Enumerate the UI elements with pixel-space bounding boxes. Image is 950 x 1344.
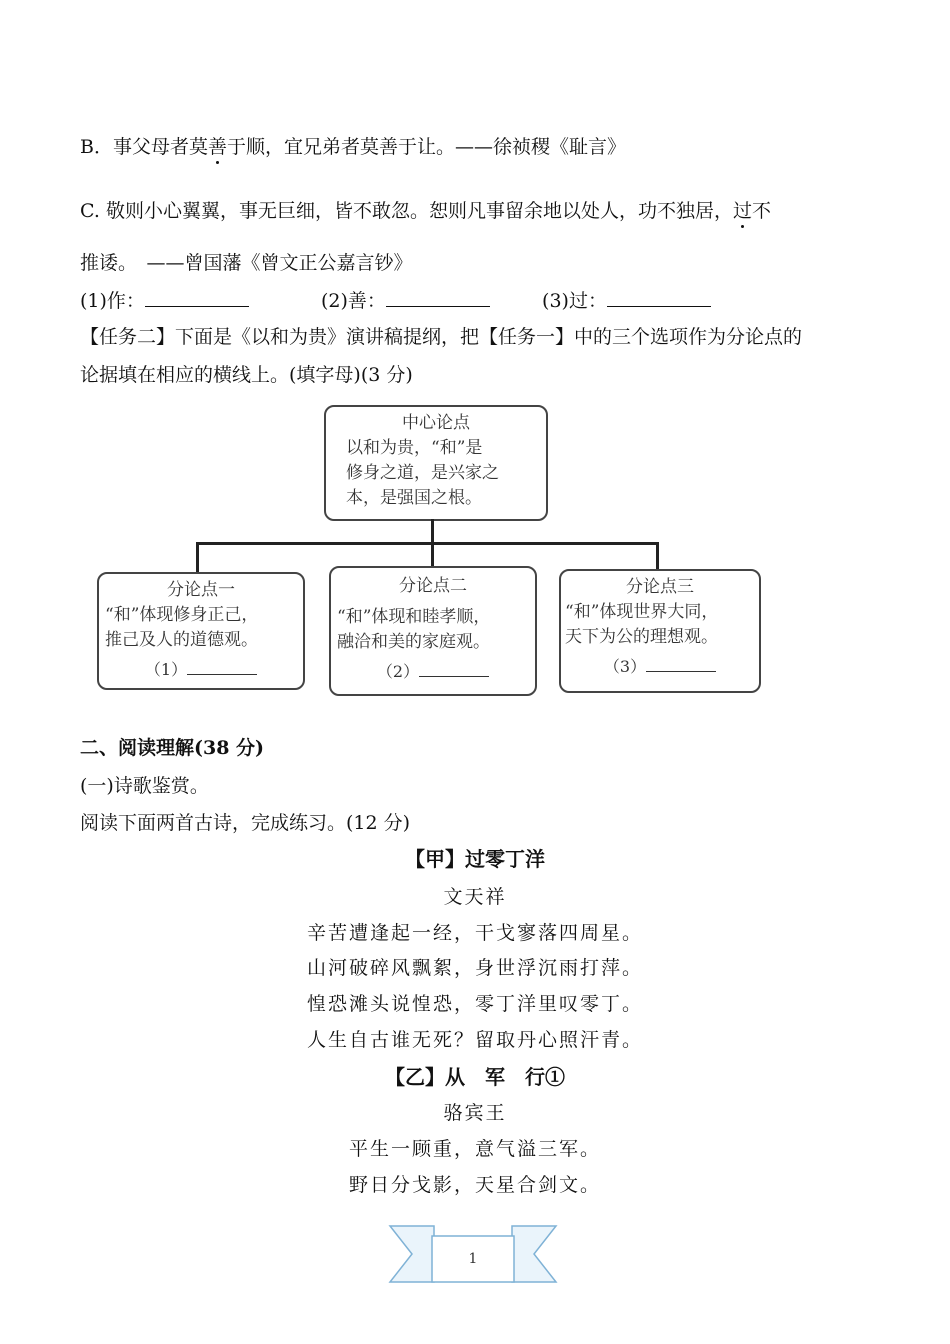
center-argument-line2: 修身之道，是兴家之 — [346, 463, 499, 483]
task1-blanks — [80, 288, 711, 314]
poem2-line1: 平生一顾重，意气溢三军。 — [348, 1138, 601, 1160]
q3-label: (3)过： — [542, 290, 607, 312]
answer-2-blank[interactable] — [419, 660, 489, 677]
poem1-line1: 辛苦遭逢起一经，干戈寥落四周星。 — [306, 922, 643, 944]
poem2-author: 骆宾王 — [443, 1102, 507, 1124]
answer-2-label: （2） — [376, 662, 420, 681]
center-argument-title: 中心论点 — [402, 413, 470, 433]
sub-argument-1-line1: “和”体现修身正己， — [105, 605, 259, 625]
option-c-emphasis-char: 过 — [732, 200, 752, 222]
poem1-title: 【甲】过零丁洋 — [405, 847, 545, 871]
answer-3-label: （3） — [603, 657, 647, 676]
sub-argument-1-line2: 推己及人的道德观。 — [105, 630, 258, 650]
poem1-line2: 山河破碎风飘絮，身世浮沉雨打萍。 — [306, 957, 643, 979]
sub-argument-1-title: 分论点一 — [167, 580, 235, 600]
answer-1-blank[interactable] — [187, 658, 257, 675]
q2-label: (2)善： — [321, 290, 386, 312]
poem1-line3: 惶恐滩头说惶恐，零丁洋里叹零丁。 — [306, 993, 643, 1015]
sub-argument-3-title: 分论点三 — [626, 577, 694, 597]
sub-argument-1-answer[interactable] — [99, 657, 303, 682]
sub-argument-3-line2: 天下为公的理想观。 — [565, 627, 718, 647]
section2-subtitle: (一)诗歌鉴赏。 — [80, 775, 209, 797]
answer-3-blank[interactable] — [646, 655, 716, 672]
connector-bar — [196, 542, 659, 545]
q2-blank[interactable] — [386, 288, 490, 307]
q3-blank[interactable] — [607, 288, 711, 307]
poem2-line2: 野日分戈影，天星合剑文。 — [348, 1174, 601, 1196]
sub-argument-3-answer[interactable] — [561, 654, 759, 679]
sub-argument-2-title: 分论点二 — [399, 576, 467, 596]
q1-label: (1)作： — [80, 290, 145, 312]
option-b-text-end: 于顺，宜兄弟者莫善于让。——徐祯稷《耻言》 — [226, 136, 626, 158]
section2-title: 二、阅读理解(38 分) — [80, 737, 265, 759]
option-b-emphasis-char: 善 — [207, 136, 227, 158]
connector-middle — [431, 542, 434, 567]
poem2-title: 【乙】从 军 行① — [385, 1065, 565, 1089]
option-b-text-start: B．事父母者莫 — [80, 136, 208, 158]
task2-line2: 论据填在相应的横线上。(填字母)(3 分) — [80, 364, 413, 386]
center-argument-box — [324, 405, 548, 521]
poem1-line4: 人生自古谁无死？留取丹心照汗青。 — [306, 1029, 643, 1051]
sub-argument-2-box — [329, 566, 537, 696]
section2-instruction: 阅读下面两首古诗，完成练习。(12 分) — [80, 812, 411, 834]
option-c-text-end: 不 — [751, 200, 771, 222]
sub-argument-2-line2: 融洽和美的家庭观。 — [337, 632, 490, 652]
center-argument-line1: 以和为贵，“和”是 — [346, 438, 483, 458]
option-c — [80, 198, 771, 224]
sub-argument-2-answer[interactable] — [331, 659, 535, 684]
connector-right — [656, 542, 659, 569]
task2-line1: 【任务二】下面是《以和为贵》演讲稿提纲，把【任务一】中的三个选项作为分论点的 — [80, 326, 803, 348]
poem1-author: 文天祥 — [443, 886, 507, 908]
answer-1-label: （1） — [144, 660, 188, 679]
q1-blank[interactable] — [145, 288, 249, 307]
sub-argument-2-line1: “和”体现和睦孝顺， — [337, 607, 491, 627]
sub-argument-3-box — [559, 569, 761, 693]
option-c-line2: 推诿。 ——曾国藩《曾文正公嘉言钞》 — [80, 252, 413, 274]
connector-trunk — [431, 519, 434, 543]
page-number: 1 — [468, 1251, 478, 1267]
center-argument-line3: 本，是强国之根。 — [346, 488, 482, 508]
sub-argument-3-line1: “和”体现世界大同， — [565, 602, 719, 622]
connector-left — [196, 542, 199, 573]
option-c-text-start: C. 敬则小心翼翼，事无巨细，皆不敢忽。恕则凡事留余地以处人，功不独居， — [80, 200, 733, 222]
option-b — [80, 134, 626, 160]
sub-argument-1-box — [97, 572, 305, 690]
